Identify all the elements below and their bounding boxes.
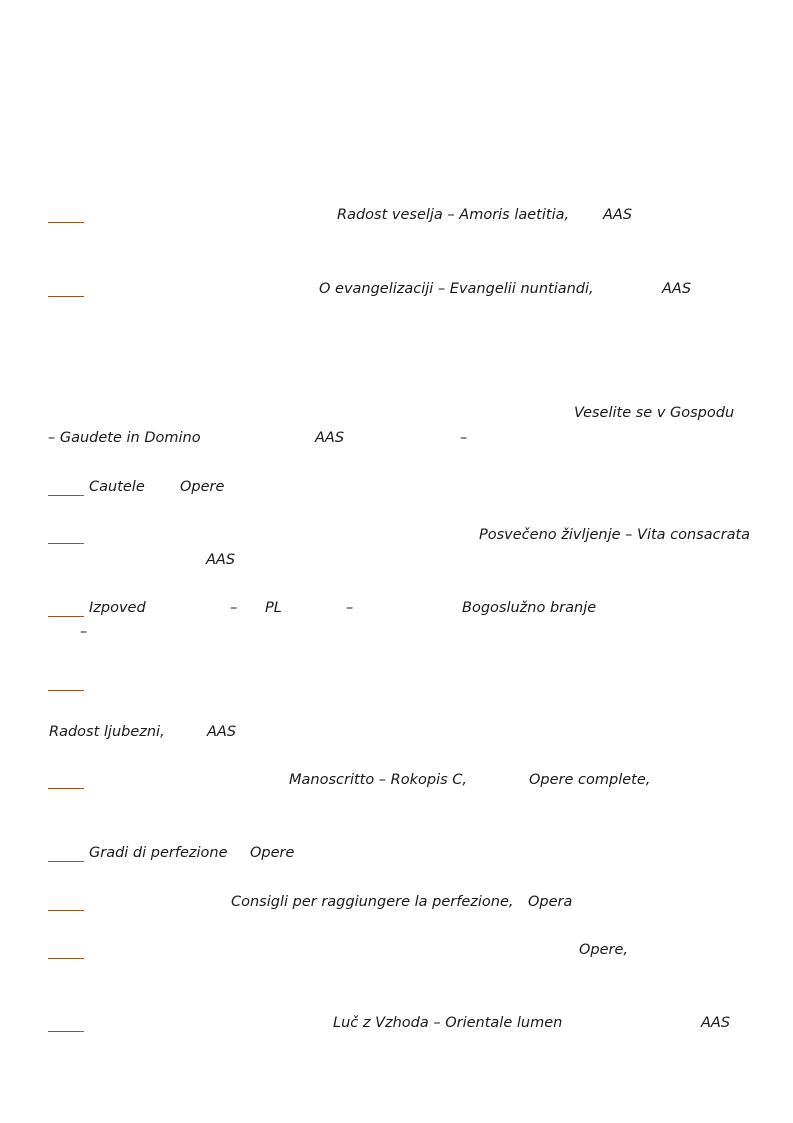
entry-title: Radost ljubezni, — [49, 724, 165, 740]
entry-source: Opere — [180, 479, 225, 495]
entry-rule — [48, 788, 84, 789]
entry-title: Cautele — [89, 479, 145, 495]
entry-source: AAS — [206, 552, 236, 568]
entry-title: Izpoved — [89, 600, 146, 616]
entry-title: Luč z Vzhoda – Orientale lumen — [333, 1015, 563, 1031]
entry-source: AAS — [207, 724, 237, 740]
entry-dash: – — [460, 430, 468, 446]
entry-source: AAS — [315, 430, 345, 446]
entry-rule — [48, 958, 84, 959]
entry-rule — [48, 690, 84, 691]
entry-dash: – — [230, 600, 238, 616]
entry-rule — [48, 222, 84, 223]
entry-source: AAS — [603, 207, 633, 223]
entry-rule — [48, 861, 84, 862]
entry-source: AAS — [701, 1015, 731, 1031]
entry-dash: – — [346, 600, 354, 616]
entry-rule — [48, 495, 84, 496]
entry-title: Veselite se v Gospodu — [574, 405, 735, 421]
entry-title: O evangelizaciji – Evangelii nuntiandi, — [319, 281, 594, 297]
entry-source: Opera — [528, 894, 573, 910]
entry-title: Manoscritto – Rokopis C, — [289, 772, 468, 788]
entry-title-latin: – Gaudete in Domino — [48, 430, 201, 446]
entry-source: Opere, — [579, 942, 629, 958]
entry-title: Consigli per raggiungere la perfezione, — [231, 894, 514, 910]
entry-source: Opere complete, — [529, 772, 651, 788]
entry-rule — [48, 1031, 84, 1032]
entry-rule — [48, 616, 84, 617]
entry-source: Opere — [250, 845, 295, 861]
entry-source: PL — [265, 600, 282, 616]
entry-title: Gradi di perfezione — [89, 845, 228, 861]
entry-title: Posvečeno življenje – Vita consacrata — [479, 527, 751, 543]
entry-rule — [48, 910, 84, 911]
entry-subtitle: Bogoslužno branje — [462, 600, 597, 616]
entry-title: Radost veselja – Amoris laetitia, — [337, 207, 570, 223]
entry-source: AAS — [662, 281, 692, 297]
entry-dash: – — [80, 624, 88, 640]
entry-rule — [48, 296, 84, 297]
entry-rule — [48, 543, 84, 544]
